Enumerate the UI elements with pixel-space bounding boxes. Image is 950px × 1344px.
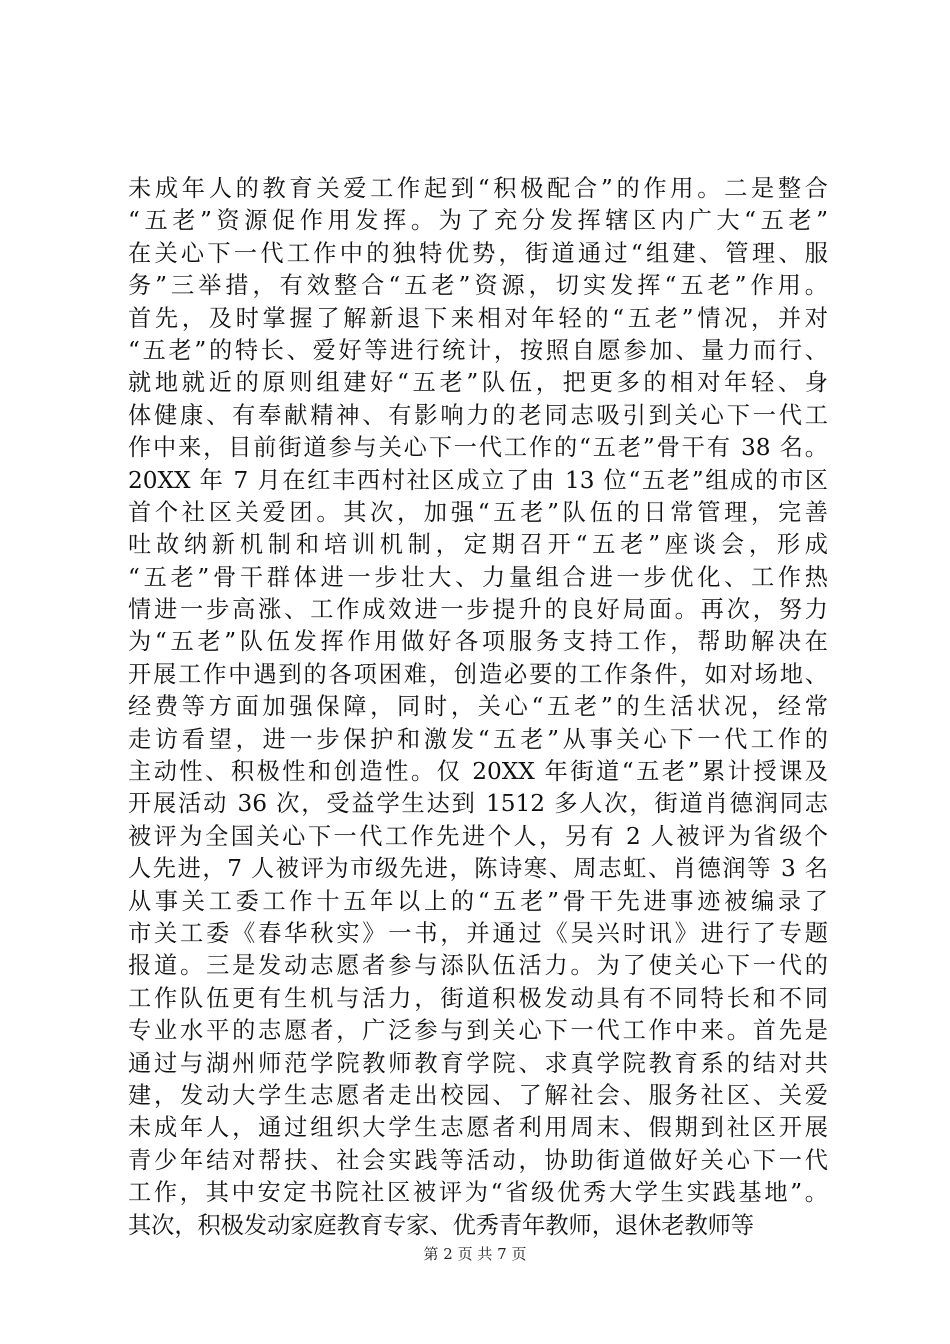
text-line: 报道。三是发动志愿者参与添队伍活力。为了使关心下一代的	[128, 952, 828, 980]
text-line: 未成年人，通过组织大学生志愿者利用周末、假期到社区开展	[128, 1114, 828, 1142]
text-line: 作中来，目前街道参与关心下一代工作的“五老”骨干有 38 名。	[128, 434, 828, 462]
text-line: 市关工委《春华秋实》一书，并通过《吴兴时讯》进行了专题	[128, 919, 828, 947]
text-line: 20XX 年 7 月在红丰西村社区成立了由 13 位“五老”组成的市区	[128, 466, 828, 494]
text-line: 吐故纳新机制和培训机制，定期召开“五老”座谈会，形成	[128, 531, 828, 559]
body-text	[128, 173, 828, 1242]
text-line: “五老”资源促作用发挥。为了充分发挥辖区内广大“五老”	[128, 207, 828, 235]
text-line: 体健康、有奉献精神、有影响力的老同志吸引到关心下一代工	[128, 401, 828, 429]
text-line: 务”三举措，有效整合“五老”资源，切实发挥“五老”作用。	[128, 272, 828, 300]
text-line: 被评为全国关心下一代工作先进个人，另有 2 人被评为省级个	[128, 822, 828, 850]
text-line: 未成年人的教育关爱工作起到“积极配合”的作用。二是整合	[128, 175, 828, 202]
text-line: 工作队伍更有生机与活力，街道积极发动具有不同特长和不同	[128, 984, 828, 1012]
text-line: 首个社区关爱团。其次，加强“五老”队伍的日常管理，完善	[128, 498, 828, 526]
text-line: 首先，及时掌握了解新退下来相对年轻的“五老”情况，并对	[128, 304, 828, 332]
text-line: 就地就近的原则组建好“五老”队伍，把更多的相对年轻、身	[128, 369, 828, 397]
text-line: “五老”骨干群体进一步壮大、力量组合进一步优化、工作热	[128, 563, 828, 591]
text-line: 主动性、积极性和创造性。仅 20XX 年街道“五老”累计授课及	[128, 758, 828, 786]
text-line: 开展工作中遇到的各项困难，创造必要的工作条件，如对场地、	[128, 660, 828, 688]
text-line: 开展活动 36 次，受益学生达到 1512 多人次，街道肖德润同志	[128, 790, 828, 818]
text-line: 人先进，7 人被评为市级先进，陈诗寒、周志虹、肖德润等 3 名	[128, 855, 828, 883]
text-line: 建，发动大学生志愿者走出校园、了解社会、服务社区、关爱	[128, 1081, 828, 1109]
text-line: 从事关工委工作十五年以上的“五老”骨干先进事迹被编录了	[128, 887, 828, 915]
text-line: 为“五老”队伍发挥作用做好各项服务支持工作，帮助解决在	[128, 628, 828, 656]
text-line: “五老”的特长、爱好等进行统计，按照自愿参加、量力而行、	[128, 336, 828, 364]
text-line: 经费等方面加强保障，同时，关心“五老”的生活状况，经常	[128, 693, 828, 721]
text-line: 其次，积极发动家庭教育专家、优秀青年教师，退休老教师等	[128, 1211, 755, 1239]
text-line: 青少年结对帮扶、社会实践等活动，协助街道做好关心下一代	[128, 1146, 828, 1174]
text-line: 工作，其中安定书院社区被评为“省级优秀大学生实践基地”。	[128, 1179, 828, 1207]
text-line: 情进一步高涨、工作成效进一步提升的良好局面。再次，努力	[128, 596, 828, 624]
text-line: 通过与湖州师范学院教师教育学院、求真学院教育系的结对共	[128, 1049, 828, 1077]
text-line: 走访看望，进一步保护和激发“五老”从事关心下一代工作的	[128, 725, 828, 753]
text-line: 在关心下一代工作中的独特优势，街道通过“组建、管理、服	[128, 239, 828, 267]
text-line: 专业水平的志愿者，广泛参与到关心下一代工作中来。首先是	[128, 1017, 828, 1045]
page-footer: 第 2 页 共 7 页	[423, 1245, 527, 1263]
